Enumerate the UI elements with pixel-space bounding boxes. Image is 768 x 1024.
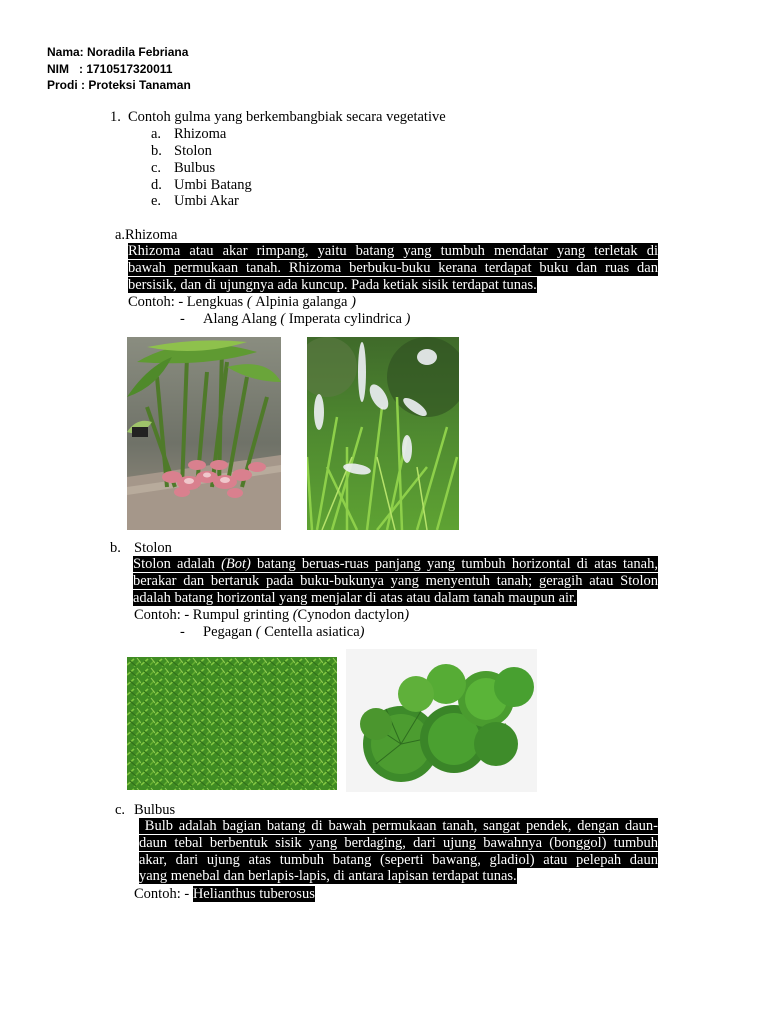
list-item-marker: d.: [151, 177, 162, 193]
latin-name: Alpinia galanga: [255, 294, 348, 310]
definition-line: bersisik, dan di ujungnya ada kuncup. Pada ketiak sisik terdapat tunas.: [128, 276, 537, 293]
paren: ): [359, 624, 365, 640]
definition-line: berakar dan bertaruk pada buku-bukunya yang menyentuh tanah; geragih atau Stolon: [133, 572, 658, 589]
paren: (: [280, 311, 289, 327]
definition-line: Bulb adalah bagian batang di bawah permukaan tanah, sangat pendek, dengan daun-: [139, 818, 658, 834]
paren: (: [255, 624, 265, 640]
section-marker: b.: [110, 540, 121, 556]
student-prodi: Prodi : Proteksi Tanaman: [47, 78, 191, 92]
alang-alang-photo: [307, 337, 459, 530]
list-item-marker: e.: [151, 193, 162, 209]
stolon-definition: [133, 556, 658, 606]
latin-name: Helianthus tuberosus: [192, 886, 315, 902]
list-item-marker: c.: [151, 160, 162, 176]
example-dash: -: [180, 624, 185, 640]
question-number: 1.: [110, 109, 121, 125]
definition-line: [133, 556, 658, 572]
example-line-2: [203, 311, 410, 328]
question-text: Contoh gulma yang berkembangbiak secara vegetative: [128, 109, 446, 125]
section-heading: a.Rhizoma: [115, 227, 178, 243]
definition-abbrev: (Bot): [221, 556, 251, 572]
student-name: Nama: Noradila Febriana: [47, 45, 189, 59]
list-item: Rhizoma: [174, 126, 227, 142]
list-item: Bulbus: [174, 160, 216, 176]
pegagan-photo: [346, 649, 537, 792]
definition-line: akar, dari ujung atas tumbuh batang (seperti bawang, gladiol) atau pelepah daun: [139, 851, 658, 868]
list-item: Umbi Akar: [174, 193, 239, 209]
latin-name: Imperata cylindrica: [288, 311, 402, 327]
student-info: [47, 44, 191, 94]
paren: (: [292, 607, 298, 623]
paren: (: [246, 294, 256, 310]
bulbus-definition: [139, 818, 658, 885]
list-item: Umbi Batang: [174, 177, 252, 193]
definition-line: daun tebal berbentuk sisik yang berdaging, dari ujung bawahnya (bonggol) tumbuh: [139, 834, 658, 851]
student-nim: NIM : 1710517320011: [47, 61, 173, 76]
definition-text: batang beruas-ruas panjang yang tumbuh horizontal di atas tanah,: [250, 556, 658, 572]
example-label: Pegagan: [203, 624, 256, 640]
example-line-2: [203, 624, 364, 641]
definition-line: bawah permukaan tanah. Rhizoma berbuku-buku kerana terdapat buku dan ruas dan: [128, 259, 658, 276]
paren: ): [404, 607, 410, 623]
list-item: Stolon: [174, 143, 212, 159]
definition-line: Rhizoma atau akar rimpang, yaitu batang yang tumbuh mendatar yang terletak di: [128, 243, 658, 259]
paren: ): [401, 311, 411, 327]
list-item-marker: b.: [151, 143, 162, 159]
example-label: Contoh: - Lengkuas: [128, 294, 247, 310]
definition-line: yang menebal dan berlapis-lapis, di antara lapisan terdapat tunas.: [139, 868, 517, 885]
example-label: Alang Alang: [203, 311, 281, 327]
definition-line: adalah batang horizontal yang menjalar di atas atau dalam tanah maupun air.: [133, 589, 577, 606]
example-label: Contoh: -: [134, 886, 193, 902]
example-dash: -: [180, 311, 185, 327]
section-marker: c.: [115, 802, 126, 818]
example-line-1: [128, 294, 356, 311]
definition-text: Stolon adalah: [133, 556, 222, 572]
paren: ): [347, 294, 356, 310]
example-line-1: [134, 607, 409, 624]
latin-name: Centella asiatica: [264, 624, 360, 640]
list-item-marker: a.: [151, 126, 162, 142]
lengkuas-photo: [127, 337, 281, 530]
rumput-grinting-photo: [127, 657, 337, 790]
example-line: [134, 886, 315, 903]
latin-name: Cynodon dactylon: [297, 607, 405, 623]
section-heading: Stolon: [134, 540, 172, 556]
example-label: Contoh: - Rumpul grinting: [134, 607, 293, 623]
section-heading: Bulbus: [134, 802, 176, 818]
rhizoma-definition: [128, 243, 658, 293]
